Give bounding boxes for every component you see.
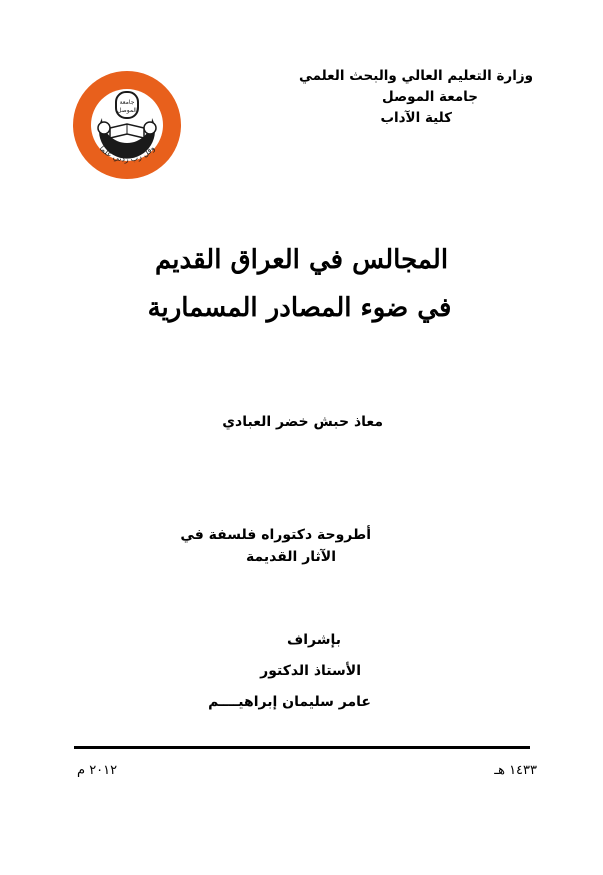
university-name: جامعة الموصل [382, 89, 478, 105]
university-seal-logo [72, 70, 182, 180]
footer-divider [74, 746, 530, 749]
seal-motto-text: وقل رب زدني علما [97, 143, 157, 164]
seal-inner-text-bottom: الموصل [117, 107, 137, 114]
thesis-title [0, 236, 603, 332]
seal-inner-text-top: جامعة [119, 99, 135, 106]
ministry-name: وزارة التعليم العالي والبحث العلمي [298, 68, 533, 84]
hijri-year: ١٤٣٣ هـ [494, 763, 537, 778]
seal-left-emblem-icon [98, 122, 110, 134]
supervisor-title: الأستاذ الدكتور [260, 663, 361, 679]
title-line-2: في ضوء المصادر المسمارية [147, 293, 452, 323]
supervision-block [208, 625, 371, 718]
supervisor-name: عامر سليمان إبراهيــــم [208, 694, 371, 710]
gregorian-year: ٢٠١٢ م [77, 763, 118, 778]
degree-line-1: أطروحة دكتوراه فلسفة في [180, 527, 371, 543]
college-name: كلية الآداب [380, 110, 452, 126]
institution-header [299, 66, 533, 129]
title-line-1: المجالس في العراق القديم [154, 245, 449, 275]
seal-right-emblem-icon [144, 122, 156, 134]
supervision-label: بإشراف [286, 632, 341, 648]
degree-line-2: الآثار القديمة [245, 549, 336, 565]
author-name: معاذ حبش خضر العبادي [222, 414, 383, 430]
degree-statement [180, 524, 371, 568]
